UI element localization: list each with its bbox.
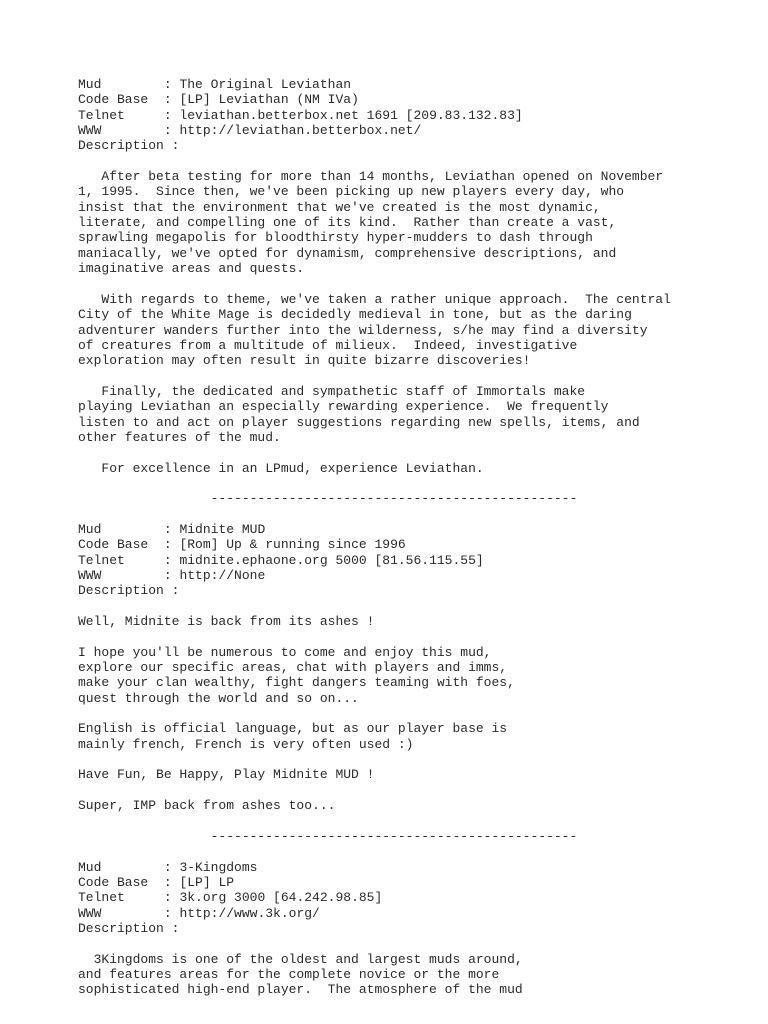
text-line: imaginative areas and quests. — [78, 261, 305, 277]
blank-line — [78, 276, 758, 291]
text-line: sophisticated high-end player. The atmosphere of the mud — [78, 982, 523, 998]
blank-line — [78, 445, 758, 460]
field-label: Telnet — [78, 552, 164, 568]
field-label: Mud — [78, 521, 164, 537]
blank-line — [78, 752, 758, 767]
field-mud: Mud : The Original Leviathan — [78, 77, 352, 92]
field-mud: Mud : 3-Kingdoms — [78, 859, 258, 875]
field-telnet: Telnet : 3k.org 3000 [64.242.98.85] — [78, 890, 383, 906]
text-line: 3Kingdoms is one of the oldest and largest muds around, — [78, 951, 523, 967]
description-paragraph — [78, 645, 758, 706]
mud-entry — [78, 522, 758, 814]
text-line: Have Fun, Be Happy, Play Midnite MUD ! — [78, 767, 375, 783]
field-value: 3-Kingdoms — [179, 859, 258, 875]
field-value: leviathan.betterbox.net 1691 [209.83.132.83] — [179, 107, 523, 123]
text-line: insist that the environment that we've created is the most dynamic, — [78, 199, 601, 215]
description-paragraph — [78, 292, 758, 369]
description-paragraph — [78, 798, 758, 813]
blank-line — [78, 476, 758, 491]
field-code-base: Code Base : [Rom] Up & running since 1996 — [78, 537, 406, 553]
blank-line — [78, 629, 758, 644]
blank-line — [78, 507, 758, 522]
entry-separator: ----------------------------------------------- — [78, 491, 578, 507]
description-paragraph — [78, 461, 758, 476]
field-value: 3k.org 3000 [64.242.98.85] — [179, 890, 383, 906]
text-line: With regards to theme, we've taken a rather unique approach. The central — [78, 291, 671, 307]
mud-entry — [78, 77, 758, 476]
description-paragraph — [78, 614, 758, 629]
text-line: quest through the world and so on... — [78, 690, 359, 706]
field-telnet: Telnet : midnite.ephaone.org 5000 [81.56.115.55] — [78, 552, 484, 568]
text-line: other features of the mud. — [78, 429, 281, 445]
text-line: sprawling megapolis for bloodthirsty hyper-mudders to dash through — [78, 230, 593, 246]
text-line: Super, IMP back from ashes too... — [78, 798, 336, 814]
text-line: make your clan wealthy, fight dangers teaming with foes, — [78, 675, 515, 691]
field-mud: Mud : Midnite MUD — [78, 521, 266, 537]
field-label: Mud — [78, 77, 164, 92]
field-label: WWW — [78, 568, 164, 583]
description-label: Description : — [78, 920, 180, 936]
text-line: Finally, the dedicated and sympathetic staff of Immortals make — [78, 383, 586, 399]
text-line: maniacally, we've opted for dynamism, comprehensive descriptions, and — [78, 245, 617, 261]
field-label: Telnet — [78, 107, 164, 123]
description-paragraph — [78, 384, 758, 445]
field-label: WWW — [78, 123, 164, 139]
blank-line — [78, 706, 758, 721]
text-line: Well, Midnite is back from its ashes ! — [78, 614, 375, 630]
field-label: WWW — [78, 905, 164, 921]
text-line: of creatures from a multitude of milieux. Indeed, investigative — [78, 337, 578, 353]
text-line: After beta testing for more than 14 months, Leviathan opened on November — [78, 169, 664, 185]
description-label: Description : — [78, 138, 180, 154]
field-label: Mud — [78, 859, 164, 875]
field-code-base: Code Base : [LP] Leviathan (NM IVa) — [78, 92, 359, 108]
blank-line — [78, 599, 758, 614]
field-value: Midnite MUD — [179, 521, 266, 537]
text-line: I hope you'll be numerous to come and enjoy this mud, — [78, 644, 492, 660]
description-paragraph — [78, 721, 758, 752]
field-value: [Rom] Up & running since 1996 — [179, 537, 406, 553]
field-code-base: Code Base : [LP] LP — [78, 874, 235, 890]
field-label: Code Base — [78, 874, 164, 890]
blank-line — [78, 814, 758, 829]
field-label: Telnet — [78, 890, 164, 906]
mud-entry — [78, 860, 758, 998]
text-line: 1, 1995. Since then, we've been picking up new players every day, who — [78, 184, 625, 200]
text-line: literate, and compelling one of its kind. Rather than create a vast, — [78, 215, 617, 231]
blank-line — [78, 369, 758, 384]
description-paragraph — [78, 169, 758, 276]
text-line: listen to and act on player suggestions regarding new spells, items, and — [78, 414, 640, 430]
field-value: http://www.3k.org/ — [179, 905, 320, 921]
blank-line — [78, 154, 758, 169]
field-label: Code Base — [78, 92, 164, 108]
field-value: The Original Leviathan — [179, 77, 352, 92]
field-www: WWW : http://leviathan.betterbox.net/ — [78, 123, 422, 139]
field-www: WWW : http://www.3k.org/ — [78, 905, 320, 921]
blank-line — [78, 936, 758, 951]
description-label: Description : — [78, 583, 180, 599]
text-line: For excellence in an LPmud, experience Leviathan. — [78, 460, 484, 476]
field-value: [LP] Leviathan (NM IVa) — [179, 92, 359, 108]
field-value: [LP] LP — [179, 874, 235, 890]
entry-separator: ----------------------------------------------- — [78, 828, 578, 844]
field-value: http://leviathan.betterbox.net/ — [179, 123, 422, 139]
blank-line — [78, 844, 758, 859]
description-paragraph — [78, 767, 758, 782]
text-line: explore our specific areas, chat with players and imms, — [78, 660, 508, 676]
text-line: English is official language, but as our player base is — [78, 721, 508, 737]
text-line: City of the White Mage is decidedly medieval in tone, but as the daring — [78, 307, 632, 323]
text-line: exploration may often result in quite bizarre discoveries! — [78, 353, 531, 369]
text-line: mainly french, French is very often used :) — [78, 736, 414, 752]
field-telnet: Telnet : leviathan.betterbox.net 1691 [209.83.132.83] — [78, 107, 523, 123]
blank-line — [78, 783, 758, 798]
field-value: http://None — [179, 568, 266, 583]
field-label: Code Base — [78, 537, 164, 553]
text-line: adventurer wanders further into the wilderness, s/he may find a diversity — [78, 322, 648, 338]
mud-listing-document — [78, 77, 758, 998]
text-line: and features areas for the complete novice or the more — [78, 966, 500, 982]
field-www: WWW : http://None — [78, 568, 266, 583]
description-paragraph — [78, 952, 758, 998]
text-line: playing Leviathan an especially rewarding experience. We frequently — [78, 399, 609, 415]
field-value: midnite.ephaone.org 5000 [81.56.115.55] — [179, 552, 484, 568]
